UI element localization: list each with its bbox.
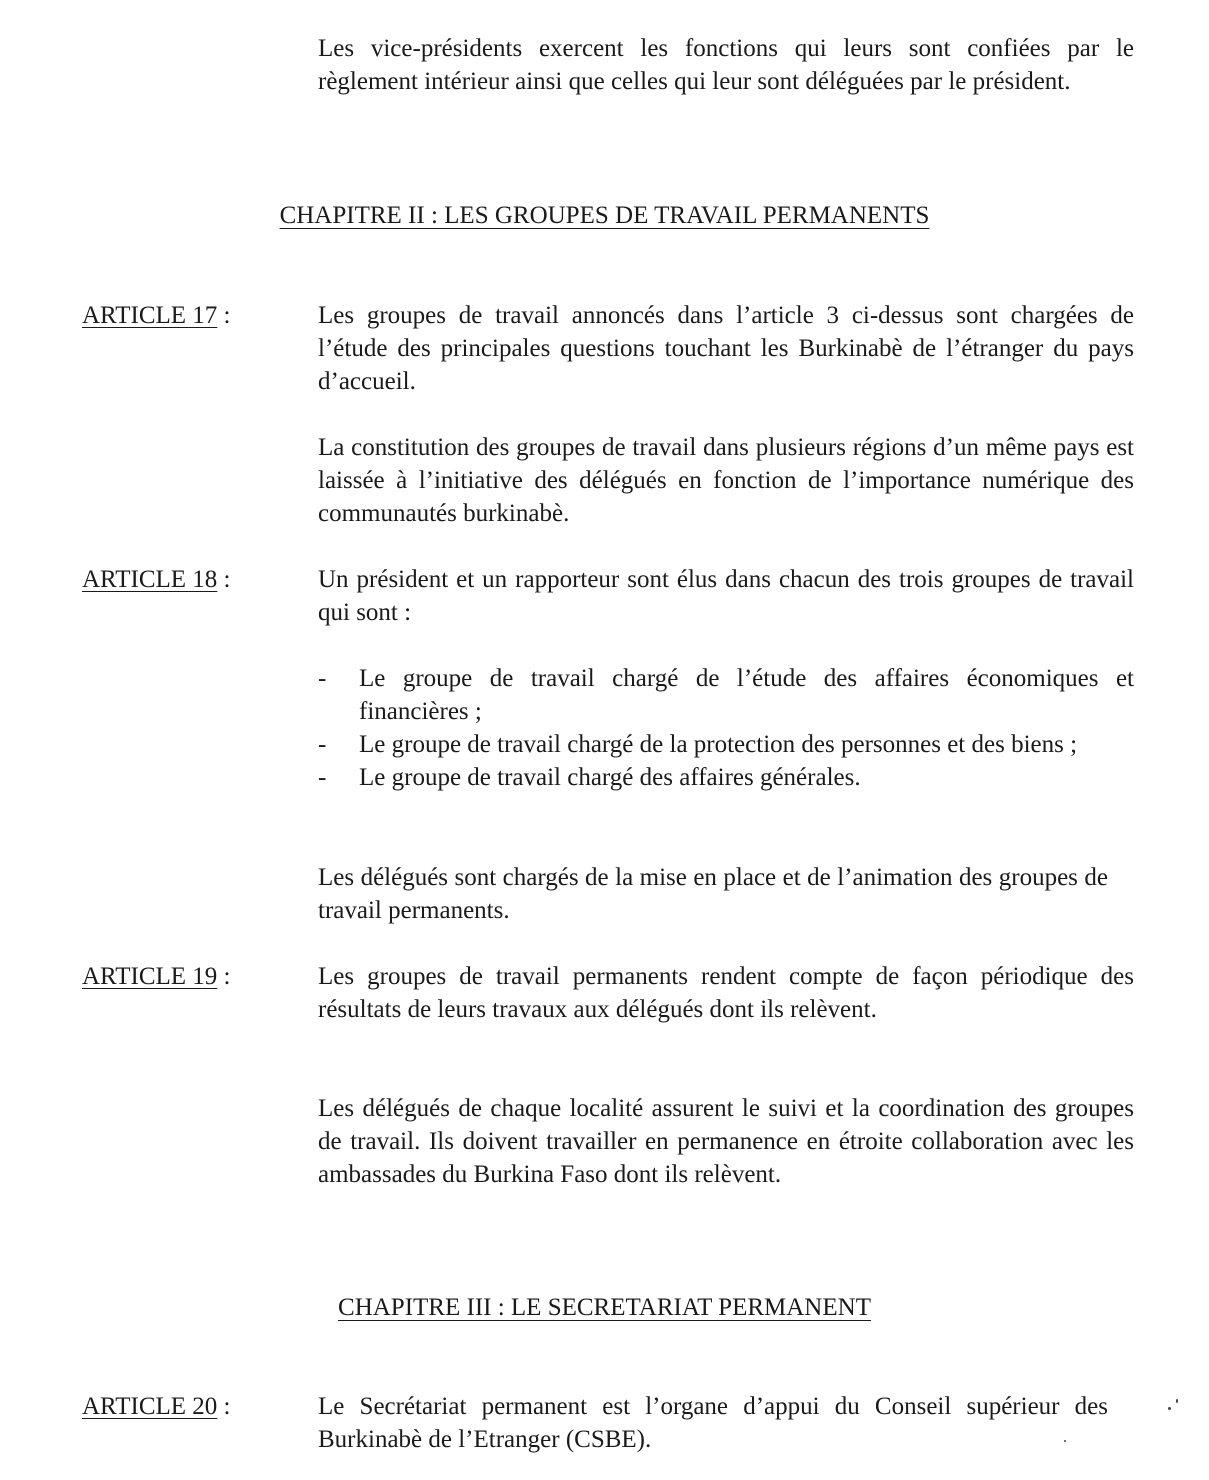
chapter-2-heading bbox=[0, 199, 1209, 232]
list-item-text: Le groupe de travail chargé des affaires générales. bbox=[359, 764, 861, 791]
list-item bbox=[318, 728, 1134, 761]
article-17-number: ARTICLE 17 bbox=[82, 302, 218, 329]
article-18-colon: : bbox=[217, 566, 231, 593]
intro-paragraph: Les vice-présidents exercent les fonctions qui leurs sont confiées par le règlement intérieur ainsi que celles qui leur sont déléguées par le président. bbox=[318, 35, 1134, 95]
scan-speck bbox=[1168, 1407, 1171, 1410]
article-17-paragraph-1: Les groupes de travail annoncés dans l’article 3 ci-dessus sont chargées de l’étude des principales questions touchant les Burkinabè de l’étranger du pays d’accueil. bbox=[318, 302, 1134, 395]
article-20-paragraph-1: Le Secrétariat permanent est l’organe d’appui du Conseil supérieur des Burkinabè de l’Etranger (CSBE). bbox=[318, 1393, 1108, 1453]
chapter-2-title: CHAPITRE II : LES GROUPES DE TRAVAIL PERMANENTS bbox=[279, 202, 930, 229]
list-item bbox=[318, 662, 1134, 728]
list-item-text: Le groupe de travail chargé de l’étude des affaires économiques et financières ; bbox=[359, 665, 1134, 725]
scan-speck bbox=[1176, 1399, 1178, 1403]
chapter-3-heading bbox=[0, 1291, 1209, 1324]
list-dash: - bbox=[318, 665, 327, 692]
list-item bbox=[318, 761, 1134, 794]
article-19-paragraph-1: Les groupes de travail permanents rendent compte de façon périodique des résultats de leurs travaux aux délégués dont ils relèvent. bbox=[318, 963, 1134, 1023]
list-dash: - bbox=[318, 731, 327, 758]
article-17-label bbox=[82, 299, 302, 332]
article-19-paragraph-2: Les délégués de chaque localité assurent le suivi et la coordination des groupes de travail. Ils doivent travailler en permanence en étroite collaboration avec les ambassades du Burkina Faso dont ils relèvent. bbox=[318, 1095, 1134, 1188]
article-18-label bbox=[82, 563, 302, 596]
article-17-colon: : bbox=[217, 302, 231, 329]
article-20-label bbox=[82, 1390, 302, 1423]
article-20-number: ARTICLE 20 bbox=[82, 1393, 218, 1420]
working-groups-list bbox=[318, 662, 1134, 794]
article-19-colon: : bbox=[217, 963, 231, 990]
article-18-paragraph-1: Un président et un rapporteur sont élus dans chacun des trois groupes de travail qui sont : bbox=[318, 566, 1134, 626]
article-17-paragraph-2: La constitution des groupes de travail dans plusieurs régions d’un même pays est laissée à l’initiative des délégués en fonction de l’importance numérique des communautés burkinabè. bbox=[318, 434, 1134, 527]
list-dash: - bbox=[318, 764, 327, 791]
article-20-colon: : bbox=[217, 1393, 231, 1420]
article-19-label bbox=[82, 960, 302, 993]
article-19-number: ARTICLE 19 bbox=[82, 963, 218, 990]
scan-speck bbox=[1064, 1440, 1066, 1442]
chapter-3-title: CHAPITRE III : LE SECRETARIAT PERMANENT bbox=[338, 1294, 871, 1321]
list-item-text: Le groupe de travail chargé de la protection des personnes et des biens ; bbox=[359, 731, 1078, 758]
article-18-paragraph-2: Les délégués sont chargés de la mise en place et de l’animation des groupes de travail permanents. bbox=[318, 864, 1108, 924]
article-18-number: ARTICLE 18 bbox=[82, 566, 218, 593]
